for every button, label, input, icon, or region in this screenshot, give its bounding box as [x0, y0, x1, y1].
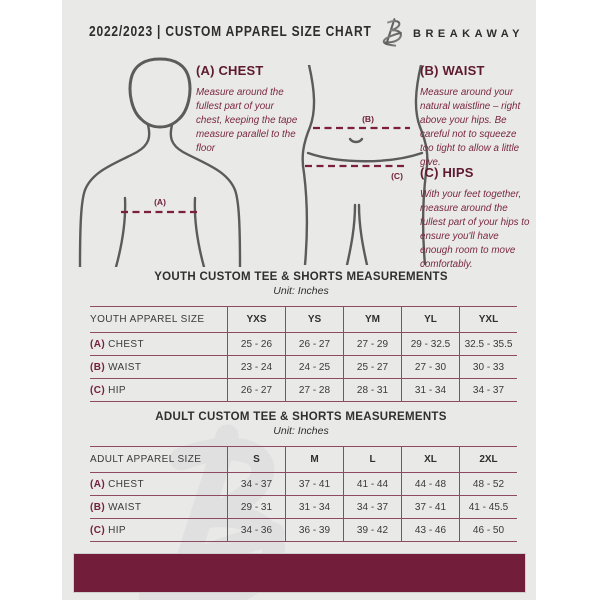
size-2xl: 2XL [460, 447, 518, 473]
adult-table-section [90, 411, 512, 542]
left-shoulder-arm [80, 125, 149, 267]
youth-table-section [90, 271, 512, 402]
cell: 28 - 31 [344, 379, 402, 402]
cell: 41 - 45.5 [460, 496, 518, 519]
table-row [90, 356, 517, 379]
size-col-header: YOUTH APPAREL SIZE [90, 314, 205, 325]
size-m: M [286, 447, 344, 473]
hips-text: With your feet together, measure around the fullest part of your hips to ensure you'll have enough room to move comfortably. [420, 189, 530, 270]
cell: 23 - 24 [228, 356, 286, 379]
cell: 36 - 39 [286, 519, 344, 542]
cell: 34 - 36 [228, 519, 286, 542]
table-row [90, 519, 517, 542]
cell: 31 - 34 [402, 379, 460, 402]
table-row [90, 473, 517, 496]
cell: 46 - 50 [460, 519, 518, 542]
size-yxl: YXL [460, 307, 518, 333]
cell: 27 - 30 [402, 356, 460, 379]
chest-instruction [196, 63, 302, 156]
adult-table-unit: Unit: Inches [273, 425, 329, 437]
size-yl: YL [402, 307, 460, 333]
size-xl: XL [402, 447, 460, 473]
cell: 34 - 37 [228, 473, 286, 496]
cell: 32.5 - 35.5 [460, 333, 518, 356]
chest-text: Measure around the fullest part of your chest, keeping the tape measure parallel to the floor [196, 87, 298, 154]
table-row [90, 333, 517, 356]
cell: 25 - 26 [228, 333, 286, 356]
table-header-row [90, 447, 517, 473]
footer-accent-bar [73, 553, 526, 593]
waist-instruction [420, 63, 528, 170]
head-outline [130, 59, 190, 127]
row-label: (B) WAIST [90, 501, 142, 513]
cell: 31 - 34 [286, 496, 344, 519]
hip-curve [308, 153, 422, 161]
cell: 30 - 33 [460, 356, 518, 379]
cell: 48 - 52 [460, 473, 518, 496]
row-label: (B) WAIST [90, 361, 142, 373]
cell: 34 - 37 [344, 496, 402, 519]
breakaway-logo-icon [376, 16, 408, 48]
lower-body-figure [300, 65, 430, 265]
cell: 44 - 48 [402, 473, 460, 496]
row-label: (C) HIP [90, 384, 126, 396]
cell: 27 - 29 [344, 333, 402, 356]
cell: 26 - 27 [228, 379, 286, 402]
left-inner-arm [116, 198, 125, 267]
size-s: S [228, 447, 286, 473]
right-inner-leg [359, 205, 367, 265]
right-inner-arm [195, 198, 204, 267]
cell: 39 - 42 [344, 519, 402, 542]
waist-line-label: (B) [362, 114, 374, 124]
row-label: (A) CHEST [90, 338, 144, 350]
size-ys: YS [286, 307, 344, 333]
left-inner-leg [347, 205, 355, 265]
cell: 34 - 37 [460, 379, 518, 402]
youth-table-title: YOUTH CUSTOM TEE & SHORTS MEASUREMENTS [154, 271, 448, 283]
chest-heading: (A) CHEST [196, 63, 264, 78]
table-row [90, 379, 517, 402]
size-chart-page [62, 0, 536, 600]
cell: 37 - 41 [286, 473, 344, 496]
youth-size-table [90, 306, 517, 402]
size-ym: YM [344, 307, 402, 333]
cell: 24 - 25 [286, 356, 344, 379]
cell: 27 - 28 [286, 379, 344, 402]
cell: 37 - 41 [402, 496, 460, 519]
size-l: L [344, 447, 402, 473]
youth-table-unit: Unit: Inches [273, 285, 329, 297]
table-header-row [90, 307, 517, 333]
hips-line-label: (C) [391, 171, 403, 181]
cell: 29 - 31 [228, 496, 286, 519]
page-title: 2022/2023 | CUSTOM APPAREL SIZE CHART [89, 23, 372, 40]
waist-text: Measure around your natural waistline – right above your hips. Be careful not to squeeze too tight to allow a little give. [420, 87, 521, 168]
cell: 41 - 44 [344, 473, 402, 496]
hips-instruction [420, 165, 532, 272]
navel-mark [350, 139, 362, 142]
hips-heading: (C) HIPS [420, 165, 474, 180]
brand-name: BREAKAWAY [413, 27, 524, 40]
waist-heading: (B) WAIST [420, 63, 485, 78]
cell: 43 - 46 [402, 519, 460, 542]
row-label: (C) HIP [90, 524, 126, 536]
row-label: (A) CHEST [90, 478, 144, 490]
cell: 29 - 32.5 [402, 333, 460, 356]
size-col-header: ADULT APPAREL SIZE [90, 454, 202, 465]
chest-line-label: (A) [154, 197, 166, 207]
size-yxs: YXS [228, 307, 286, 333]
cell: 26 - 27 [286, 333, 344, 356]
table-row [90, 496, 517, 519]
cell: 25 - 27 [344, 356, 402, 379]
adult-size-table [90, 446, 517, 542]
brand-block [376, 16, 524, 48]
adult-table-title: ADULT CUSTOM TEE & SHORTS MEASUREMENTS [155, 411, 447, 423]
